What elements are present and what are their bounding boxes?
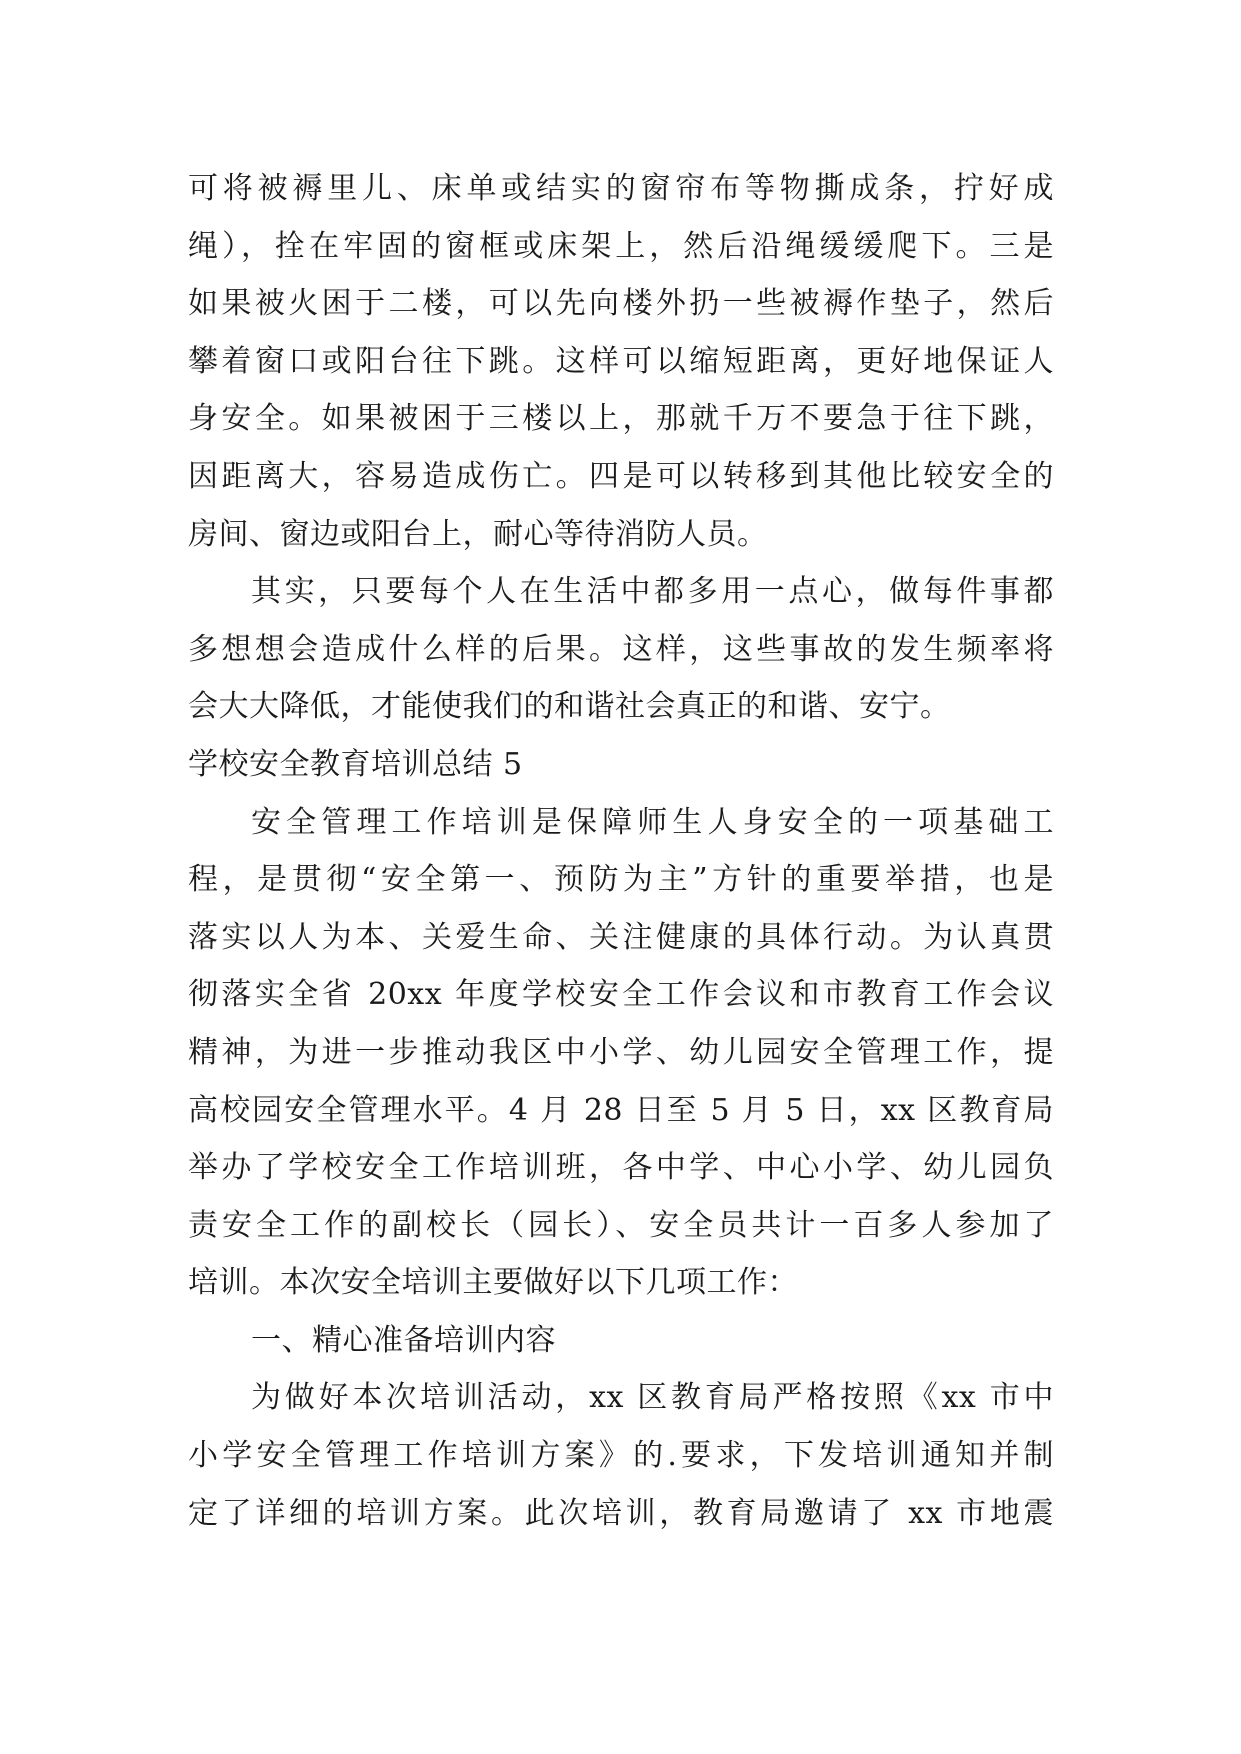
document-body [188,160,1054,1542]
subsection-heading: 一、精心准备培训内容 [251,1322,556,1358]
body-line: 绳），拴在牢固的窗框或床架上，然后沿绳缓缓爬下。三是 [188,228,1054,264]
body-line: 精神，为进一步推动我区中小学、幼儿园安全管理工作，提 [188,1034,1054,1070]
paragraph-first-line: 安全管理工作培训是保障师生人身安全的一项基础工 [251,804,1054,840]
body-line: 身安全。如果被困于三楼以上，那就千万不要急于往下跳， [188,401,1054,437]
body-line: 高校园安全管理水平。4 月 28 日至 5 月 5 日，xx 区教育局 [188,1092,1054,1128]
body-line: 因距离大，容易造成伤亡。四是可以转移到其他比较安全的 [188,458,1054,494]
body-line: 举办了学校安全工作培训班，各中学、中心小学、幼儿园负 [188,1150,1054,1186]
body-line: 攀着窗口或阳台往下跳。这样可以缩短距离，更好地保证人 [188,343,1054,379]
paragraph-first-line: 为做好本次培训活动，xx 区教育局严格按照《xx 市中 [251,1380,1054,1416]
body-line: 定了详细的培训方案。此次培训，教育局邀请了 xx 市地震 [188,1495,1054,1531]
body-line: 彻落实全省 20xx 年度学校安全工作会议和市教育工作会议 [188,977,1054,1013]
body-line: 如果被火困于二楼，可以先向楼外扔一些被褥作垫子，然后 [188,286,1054,322]
body-line: 多想想会造成什么样的后果。这样，这些事故的发生频率将 [188,631,1054,667]
paragraph-first-line: 其实，只要每个人在生活中都多用一点心，做每件事都 [251,574,1054,610]
body-line: 房间、窗边或阳台上，耐心等待消防人员。 [188,516,768,552]
body-line: 可将被褥里儿、床单或结实的窗帘布等物撕成条，拧好成 [188,171,1054,206]
body-line: 程，是贯彻“安全第一、预防为主”方针的重要举措，也是 [188,862,1054,898]
body-line: 小学安全管理工作培训方案》的.要求，下发培训通知并制 [188,1438,1054,1474]
body-line: 落实以人为本、关爱生命、关注健康的具体行动。为认真贯 [188,919,1054,955]
section-heading: 学校安全教育培训总结 5 [188,746,523,782]
body-line: 培训。本次安全培训主要做好以下几项工作： [188,1265,798,1301]
body-line: 会大大降低，才能使我们的和谐社会真正的和谐、安宁。 [188,689,951,725]
body-line: 责安全工作的副校长（园长）、安全员共计一百多人参加了 [188,1207,1054,1243]
